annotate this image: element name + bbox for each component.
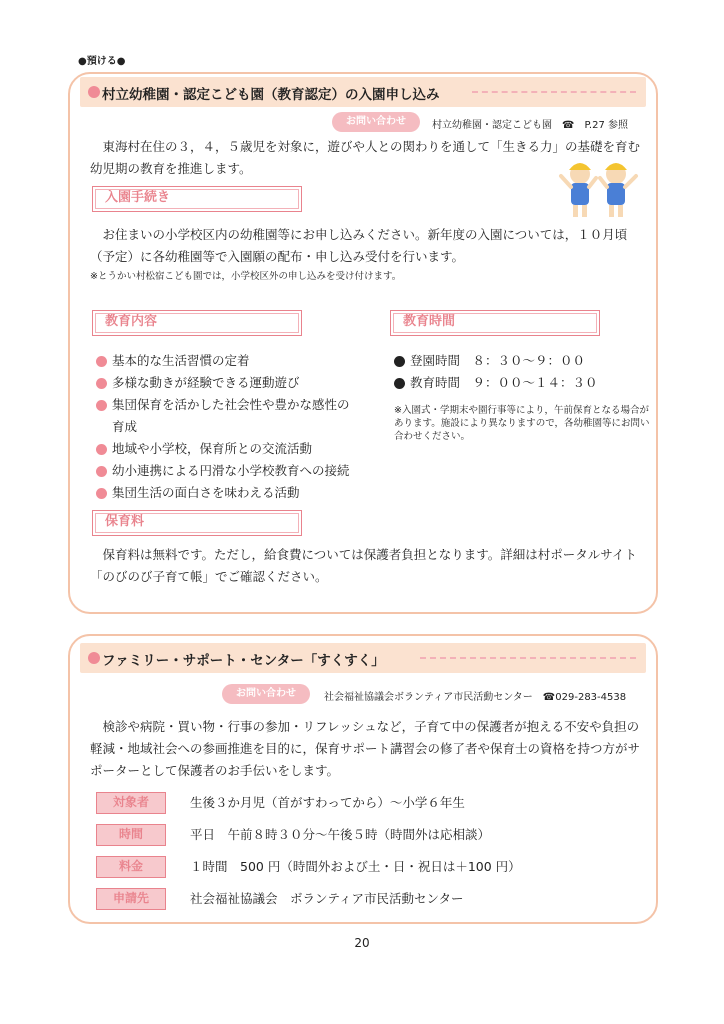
pink-bullet-icon [96, 378, 107, 389]
pink-bullet-icon [96, 466, 107, 477]
row-label: 時間 [96, 824, 166, 846]
procedure-note: ※とうかい村松宿こども園では，小学校区外の申し込みを受け付けます。 [90, 271, 402, 282]
list-item-continuation: 育成 [112, 419, 138, 434]
procedure-paragraph: お住まいの小学校区内の幼稚園等にお申し込みください。新年度の入園については，１０月頃（予定）に各幼稚園等で入園願の配布・申し込み受付を行います。 [90, 227, 628, 264]
inquiry-label: お問い合わせ [332, 112, 420, 132]
list-item: 幼小連携による円滑な小学校教育への接続 [96, 460, 350, 482]
list-item: 登園時間 ８：３０〜９：００ [394, 350, 598, 372]
row-value: 社会福祉協議会 ボランティア市民活動センター [190, 891, 464, 906]
row-label: 料金 [96, 856, 166, 878]
pink-bullet-icon [96, 356, 107, 367]
row-value: 生後３か月児（首がすわってから）〜小学６年生 [190, 795, 465, 810]
row-label: 対象者 [96, 792, 166, 814]
banner-dot-icon [88, 652, 100, 664]
intro-paragraph: 検診や病院・買い物・行事の参加・リフレッシュなど，子育て中の保護者が抱える不安や負担の軽減・地域社会への参画推進を目的に，保育サポート講習会の修了者や保育士の資格を持つ方がサポーターとして保護者のお手伝いをします。 [90, 719, 641, 778]
fee-paragraph: 保育料は無料です。ただし，給食費については保護者負担となります。詳細は村ポータルサイト「のびのび子育て帳」でご確認ください。 [90, 547, 637, 584]
inquiry-text: 社会福祉協議会ボランティア市民活動センター ☎029-283-4538 [324, 692, 627, 703]
page-number: 20 [354, 936, 370, 950]
pink-bullet-icon [96, 444, 107, 455]
section-banner [80, 77, 646, 107]
list-item: 教育時間 ９：００〜１４：３０ [394, 372, 598, 394]
banner-dash-decoration [420, 657, 636, 659]
kindergarten-panel [68, 72, 658, 614]
list-item: 基本的な生活習慣の定着 [96, 350, 350, 372]
kids-illustration-icon [554, 154, 644, 224]
inquiry-label: お問い合わせ [222, 684, 310, 704]
hours-list [394, 350, 598, 394]
list-item: 集団生活の面白さを味わえる活動 [96, 482, 350, 504]
list-item: 集団保育を活かした社会性や豊かな感性の [96, 394, 350, 416]
content-list [96, 350, 350, 504]
list-item: 多様な動きが経験できる運動遊び [96, 372, 350, 394]
banner-dot-icon [88, 86, 100, 98]
content-tag: 教育内容 [92, 310, 302, 336]
black-bullet-icon [394, 356, 405, 367]
top-label: ●預ける● [78, 56, 126, 67]
section-title: 村立幼稚園・認定こども園（教育認定）の入園申し込み [102, 87, 440, 103]
row-value: 平日 午前８時３０分〜午後５時（時間外は応相談） [190, 827, 491, 842]
hours-note: ※入園式・学期末や園行事等により，午前保育となる場合があります。施設により異なりますので，各幼稚園等にお問い合わせください。 [394, 405, 650, 442]
black-bullet-icon [394, 378, 405, 389]
pink-bullet-icon [96, 488, 107, 499]
section-banner [80, 643, 646, 673]
intro-paragraph: 東海村在住の３，４，５歳児を対象に，遊びや人との関わりを通して「生きる力」の基礎を育む幼児期の教育を推進します。 [90, 139, 641, 176]
section-title: ファミリー・サポート・センター「すくすく」 [102, 653, 385, 669]
row-label: 申請先 [96, 888, 166, 910]
pink-bullet-icon [96, 400, 107, 411]
fee-tag: 保育料 [92, 510, 302, 536]
inquiry-text: 村立幼稚園・認定こども園 ☎ P.27 参照 [432, 120, 629, 131]
list-item: 地域や小学校，保育所との交流活動 [96, 438, 350, 460]
hours-tag: 教育時間 [390, 310, 600, 336]
procedure-tag: 入園手続き [92, 186, 302, 212]
family-support-panel [68, 634, 658, 924]
row-value: １時間 500 円（時間外および土・日・祝日は＋100 円） [190, 859, 521, 874]
banner-dash-decoration [472, 91, 636, 93]
